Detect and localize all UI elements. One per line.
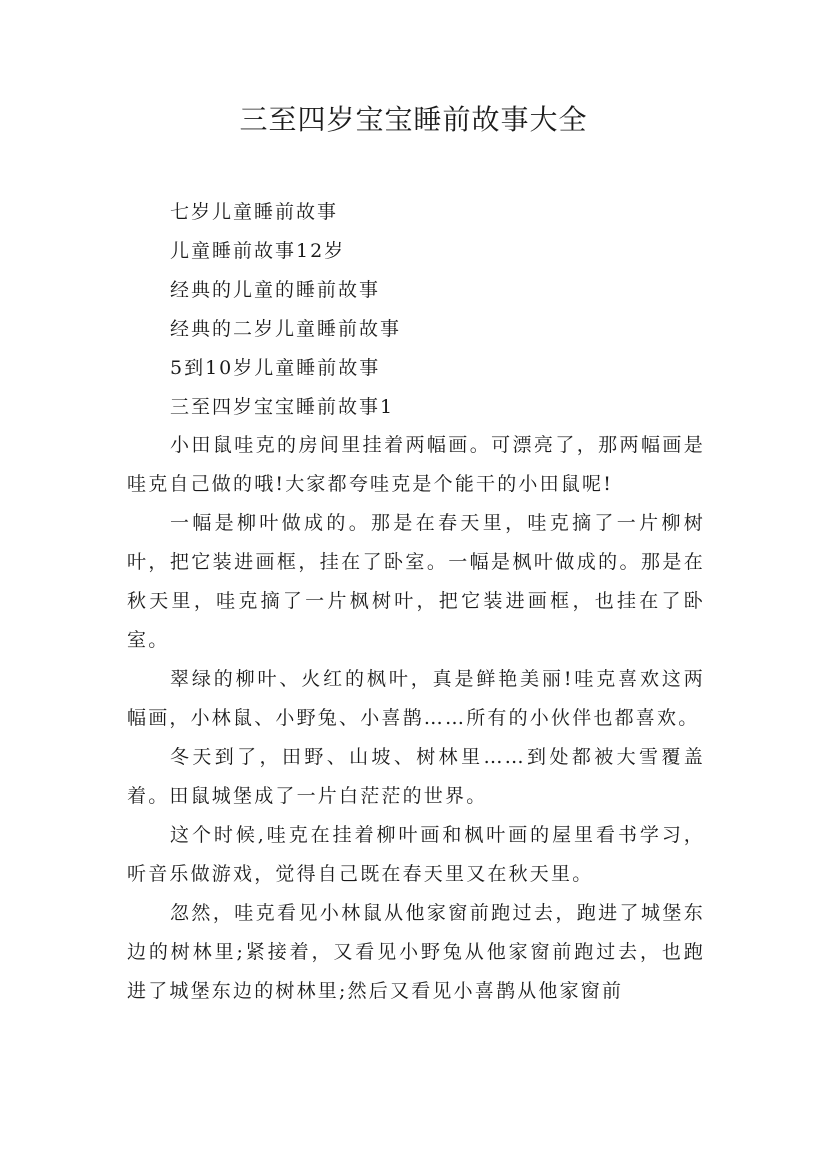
story-body	[127, 426, 705, 1011]
story-paragraph: 翠绿的柳叶、火红的枫叶，真是鲜艳美丽!哇克喜欢这两幅画，小林鼠、小野兔、小喜鹊……所有的小伙伴也都喜欢。	[127, 668, 705, 729]
related-story-item: 经典的儿童的睡前故事	[170, 279, 381, 301]
related-stories-list	[170, 193, 730, 427]
story-paragraph: 冬天到了，田野、山坡、树林里……到处都被大雪覆盖着。田鼠城堡成了一片白茫茫的世界。	[127, 746, 705, 807]
related-story-item: 七岁儿童睡前故事	[170, 201, 339, 223]
story-paragraph: 小田鼠哇克的房间里挂着两幅画。可漂亮了，那两幅画是哇克自己做的哦!大家都夸哇克是个能干的小田鼠呢!	[127, 434, 705, 495]
related-story-item: 5到10岁儿童睡前故事	[170, 357, 381, 379]
document-title: 三至四岁宝宝睡前故事大全	[239, 103, 588, 136]
related-story-item: 三至四岁宝宝睡前故事1	[170, 396, 395, 418]
story-paragraph: 一幅是柳叶做成的。那是在春天里，哇克摘了一片柳树叶，把它装进画框，挂在了卧室。一幅是枫叶做成的。那是在秋天里，哇克摘了一片枫树叶，把它装进画框，也挂在了卧室。	[127, 512, 705, 651]
story-paragraph: 这个时候,哇克在挂着柳叶画和枫叶画的屋里看书学习，听音乐做游戏，觉得自己既在春天里又在秋天里。	[127, 824, 705, 885]
related-story-item: 儿童睡前故事12岁	[170, 240, 346, 262]
story-paragraph: 忽然，哇克看见小林鼠从他家窗前跑过去，跑进了城堡东边的树林里;紧接着，又看见小野兔从他家窗前跑过去，也跑进了城堡东边的树林里;然后又看见小喜鹊从他家窗前	[127, 902, 705, 1002]
related-story-item: 经典的二岁儿童睡前故事	[170, 318, 402, 340]
